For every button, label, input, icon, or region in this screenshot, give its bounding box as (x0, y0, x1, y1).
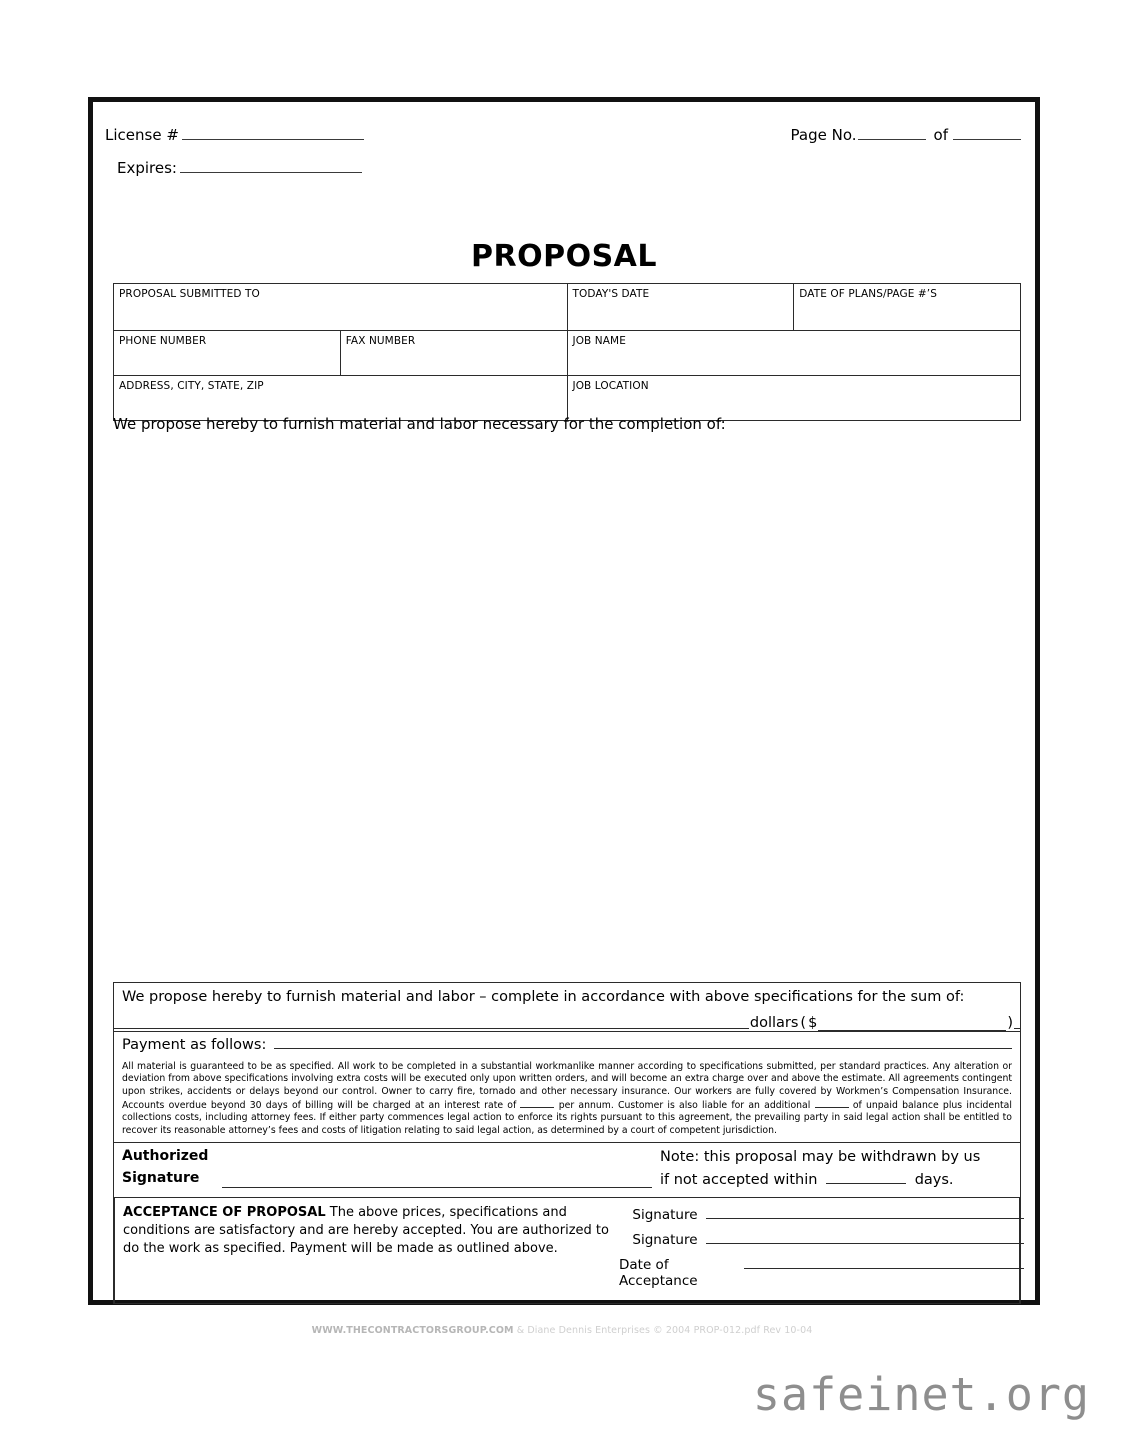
label-address: ADDRESS, CITY, STATE, ZIP (119, 380, 264, 392)
interest-rate-blank[interactable] (520, 1098, 554, 1108)
page-number-row (791, 124, 1021, 144)
label-job-location: JOB LOCATION (572, 380, 649, 392)
authorized-signature-row (114, 1142, 1020, 1197)
payment-input-line[interactable] (274, 1034, 1012, 1049)
page-total-input-line[interactable] (953, 124, 1021, 140)
label-date-of-plans: DATE OF PLANS/PAGE #’S (799, 288, 937, 300)
acceptance-signature-row-2 (619, 1229, 1024, 1248)
label-proposal-submitted-to: PROPOSAL SUBMITTED TO (119, 288, 260, 300)
note-line2-after: days. (914, 1171, 954, 1188)
authorized-signature-line[interactable] (222, 1149, 652, 1188)
label-job-name: JOB NAME (572, 335, 626, 347)
authorized-signature-label (122, 1146, 222, 1191)
cell-address[interactable] (114, 376, 568, 421)
label-phone-number: PHONE NUMBER (119, 335, 207, 347)
table-row (114, 376, 1021, 421)
dollars-word-label: dollars (749, 1015, 799, 1031)
additional-percent-blank[interactable] (815, 1098, 849, 1108)
expires-field-row (117, 157, 362, 177)
legal-text-part3: of unpaid balance plus incidental collections costs, including attorney fees. If either party commences legal action to enforce its rights pursuant to this agreement, the prevailing party in said legal action shall be entitled to recover its reasonable attorney’s fees and costs of litigation relating to said legal action, as determined by a court of competent jurisdiction. (122, 1100, 1012, 1136)
authorized-label-line1: Authorized (122, 1148, 209, 1165)
note-line-2 (660, 1169, 1012, 1191)
work-description-blank-area[interactable] (113, 442, 1021, 977)
watermark: safeinet.org (752, 1368, 1090, 1421)
acceptance-signature-fields (613, 1204, 1024, 1295)
proposal-form-page (88, 97, 1040, 1305)
authorized-signature-field-wrap (222, 1146, 652, 1191)
note-line-1: Note: this proposal may be withdrawn by us (660, 1149, 981, 1166)
footer-copyright: & Diane Dennis Enterprises © 2004 PROP-012.pdf Rev 10-04 (513, 1325, 813, 1336)
page-footer (0, 1325, 1124, 1336)
acceptance-of-proposal-section (114, 1197, 1020, 1304)
note-line2-before: if not accepted within (660, 1171, 818, 1188)
payment-label: Payment as follows: (122, 1037, 267, 1053)
table-row (114, 284, 1021, 331)
date-of-acceptance-label: Date of Acceptance (619, 1257, 698, 1290)
amount-numeric-line[interactable] (818, 1015, 1006, 1031)
page-no-label: Page No. (790, 126, 857, 144)
cell-proposal-submitted-to[interactable] (114, 284, 568, 331)
signature-input-line-2[interactable] (706, 1229, 1024, 1244)
cell-job-location[interactable] (567, 376, 1021, 421)
expires-input-line[interactable] (180, 157, 362, 173)
cell-job-name[interactable] (567, 331, 1021, 376)
legal-text-part1: All material is guaranteed to be as specified. All work to be completed in a substantial workmanlike manner according to specifications submitted, per standard practices. Any alteration or deviation from above specifications involving extra costs will be executed only upon written orders, and will become an extra charge over and above the estimate. All agreements contingent upon strikes, accidents or delays beyond our control. Owner to carry fire, tornado and other necessary insurance. Our workers are fully covered by Workmen’s Compensation Insurance. Accounts overdue beyond 30 days of billing will be charged at an interest rate of (122, 1061, 1012, 1112)
payment-terms-row (114, 1031, 1020, 1056)
footer-website[interactable]: WWW.THECONTRACTORSGROUP.COM (311, 1325, 514, 1336)
contract-terms-block (113, 982, 1021, 1304)
close-paren: ) (1007, 1015, 1013, 1031)
license-label: License # (105, 126, 179, 144)
expires-label: Expires: (117, 159, 177, 177)
label-fax-number: FAX NUMBER (345, 335, 416, 347)
dollar-sign: $ (808, 1015, 818, 1031)
authorized-label-line2: Signature (122, 1169, 200, 1186)
proposal-info-table (113, 283, 1021, 421)
cell-date-of-plans[interactable] (794, 284, 1021, 331)
withdrawal-days-input-line[interactable] (826, 1169, 906, 1184)
acceptance-text (123, 1204, 613, 1295)
acceptance-date-row (619, 1254, 1024, 1289)
legal-terms-paragraph (114, 1056, 1020, 1142)
cell-fax-number[interactable] (340, 331, 567, 376)
propose-intro-text: We propose hereby to furnish material and labor necessary for the completion of: (113, 415, 726, 433)
date-of-acceptance-input-line[interactable] (744, 1254, 1024, 1269)
table-row (114, 331, 1021, 376)
license-input-line[interactable] (182, 124, 364, 140)
amount-entry-row (114, 1007, 1020, 1031)
label-todays-date: TODAY'S DATE (572, 288, 650, 300)
acceptance-signature-row-1 (619, 1204, 1024, 1223)
open-paren: ( (800, 1015, 807, 1031)
signature-label-1: Signature (632, 1207, 698, 1224)
acceptance-heading: ACCEPTANCE OF PROPOSAL (123, 1205, 326, 1221)
acceptance-body: The above prices, specifications and conditions are satisfactory and are hereby accepted. You are authorized to do the work as specified. Payment will be made as outlined above. (123, 1205, 609, 1256)
signature-input-line-1[interactable] (706, 1204, 1024, 1219)
page-no-input-line[interactable] (858, 124, 926, 140)
withdrawal-note (652, 1146, 1012, 1191)
sum-of-text: We propose hereby to furnish material and labor – complete in accordance with above specifications for the sum of: (122, 989, 965, 1005)
license-field-row (105, 124, 364, 144)
cell-todays-date[interactable] (567, 284, 794, 331)
page-of-label: of (933, 126, 948, 144)
cell-phone-number[interactable] (114, 331, 341, 376)
legal-text-part2: per annum. Customer is also liable for an additional (558, 1100, 811, 1112)
signature-label-2: Signature (632, 1232, 698, 1249)
page-title: PROPOSAL (470, 239, 658, 274)
